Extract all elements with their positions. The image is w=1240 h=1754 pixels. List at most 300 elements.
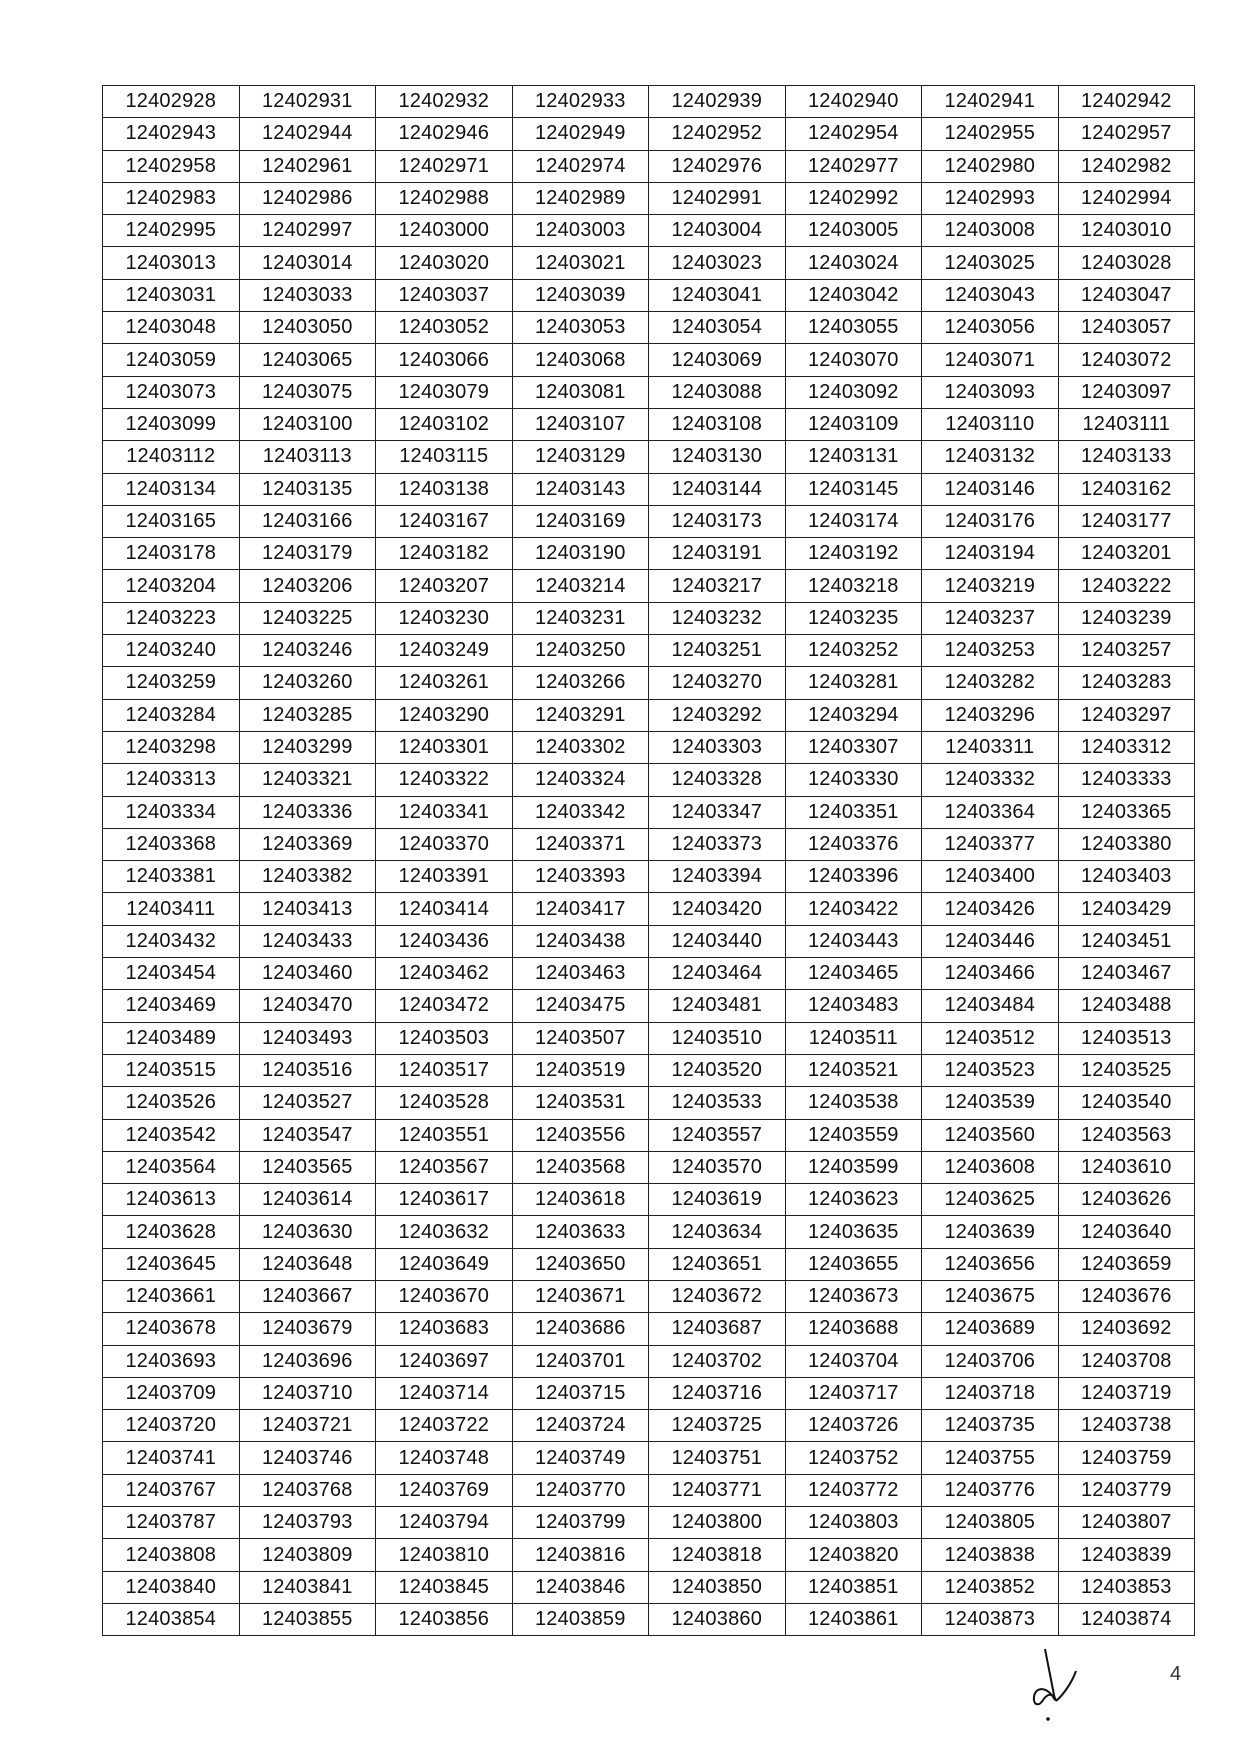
table-cell: 12403251 bbox=[649, 635, 786, 667]
table-cell: 12403526 bbox=[103, 1087, 240, 1119]
table-cell: 12403290 bbox=[376, 699, 513, 731]
table-cell: 12403633 bbox=[512, 1216, 649, 1248]
table-cell: 12402931 bbox=[239, 86, 376, 118]
table-cell: 12403741 bbox=[103, 1442, 240, 1474]
table-cell: 12403167 bbox=[376, 505, 513, 537]
table-cell: 12403697 bbox=[376, 1345, 513, 1377]
table-cell: 12403570 bbox=[649, 1151, 786, 1183]
table-cell: 12403686 bbox=[512, 1313, 649, 1345]
table-cell: 12403547 bbox=[239, 1119, 376, 1151]
table-cell: 12403701 bbox=[512, 1345, 649, 1377]
table-cell: 12403799 bbox=[512, 1507, 649, 1539]
table-row bbox=[103, 764, 1195, 796]
table-cell: 12403066 bbox=[376, 344, 513, 376]
table-cell: 12403640 bbox=[1058, 1216, 1195, 1248]
table-cell: 12403194 bbox=[922, 538, 1059, 570]
table-cell: 12403218 bbox=[785, 570, 922, 602]
table-cell: 12403025 bbox=[922, 247, 1059, 279]
table-row bbox=[103, 828, 1195, 860]
table-cell: 12403260 bbox=[239, 667, 376, 699]
table-cell: 12403803 bbox=[785, 1507, 922, 1539]
table-cell: 12403488 bbox=[1058, 990, 1195, 1022]
table-cell: 12403466 bbox=[922, 958, 1059, 990]
table-row bbox=[103, 602, 1195, 634]
table-cell: 12403721 bbox=[239, 1410, 376, 1442]
table-cell: 12403521 bbox=[785, 1054, 922, 1086]
table-cell: 12402952 bbox=[649, 118, 786, 150]
table-cell: 12403538 bbox=[785, 1087, 922, 1119]
table-cell: 12403635 bbox=[785, 1216, 922, 1248]
table-cell: 12403557 bbox=[649, 1119, 786, 1151]
table-row bbox=[103, 1054, 1195, 1086]
table-cell: 12403759 bbox=[1058, 1442, 1195, 1474]
table-cell: 12403656 bbox=[922, 1248, 1059, 1280]
table-row bbox=[103, 925, 1195, 957]
table-row bbox=[103, 893, 1195, 925]
table-cell: 12403219 bbox=[922, 570, 1059, 602]
table-cell: 12403112 bbox=[103, 441, 240, 473]
table-row bbox=[103, 570, 1195, 602]
table-row bbox=[103, 958, 1195, 990]
table-cell: 12403003 bbox=[512, 215, 649, 247]
table-cell: 12402976 bbox=[649, 150, 786, 182]
table-cell: 12403394 bbox=[649, 861, 786, 893]
table-cell: 12403376 bbox=[785, 828, 922, 860]
table-cell: 12403720 bbox=[103, 1410, 240, 1442]
table-cell: 12402932 bbox=[376, 86, 513, 118]
table-cell: 12403257 bbox=[1058, 635, 1195, 667]
table-cell: 12403738 bbox=[1058, 1410, 1195, 1442]
table-cell: 12403709 bbox=[103, 1377, 240, 1409]
table-row bbox=[103, 699, 1195, 731]
table-cell: 12403626 bbox=[1058, 1184, 1195, 1216]
table-cell: 12402989 bbox=[512, 182, 649, 214]
table-cell: 12403515 bbox=[103, 1054, 240, 1086]
table-cell: 12403250 bbox=[512, 635, 649, 667]
table-cell: 12403099 bbox=[103, 408, 240, 440]
table-cell: 12402946 bbox=[376, 118, 513, 150]
table-cell: 12403772 bbox=[785, 1474, 922, 1506]
table-row bbox=[103, 538, 1195, 570]
table-cell: 12403381 bbox=[103, 861, 240, 893]
table-cell: 12403249 bbox=[376, 635, 513, 667]
table-cell: 12403047 bbox=[1058, 279, 1195, 311]
table-cell: 12403816 bbox=[512, 1539, 649, 1571]
table-cell: 12403052 bbox=[376, 312, 513, 344]
table-cell: 12403075 bbox=[239, 376, 376, 408]
table-cell: 12403028 bbox=[1058, 247, 1195, 279]
table-cell: 12403715 bbox=[512, 1377, 649, 1409]
table-cell: 12403443 bbox=[785, 925, 922, 957]
table-cell: 12403145 bbox=[785, 473, 922, 505]
table-cell: 12403370 bbox=[376, 828, 513, 860]
table-cell: 12403853 bbox=[1058, 1571, 1195, 1603]
table-cell: 12403373 bbox=[649, 828, 786, 860]
table-cell: 12403610 bbox=[1058, 1151, 1195, 1183]
table-cell: 12403503 bbox=[376, 1022, 513, 1054]
table-cell: 12403008 bbox=[922, 215, 1059, 247]
table-cell: 12403115 bbox=[376, 441, 513, 473]
table-cell: 12403024 bbox=[785, 247, 922, 279]
table-cell: 12402982 bbox=[1058, 150, 1195, 182]
table-cell: 12403696 bbox=[239, 1345, 376, 1377]
table-cell: 12403391 bbox=[376, 861, 513, 893]
table-cell: 12402988 bbox=[376, 182, 513, 214]
table-cell: 12403321 bbox=[239, 764, 376, 796]
table-cell: 12403111 bbox=[1058, 408, 1195, 440]
table-cell: 12403702 bbox=[649, 1345, 786, 1377]
table-cell: 12402943 bbox=[103, 118, 240, 150]
table-cell: 12403298 bbox=[103, 731, 240, 763]
table-cell: 12403568 bbox=[512, 1151, 649, 1183]
table-cell: 12403854 bbox=[103, 1603, 240, 1635]
table-cell: 12403270 bbox=[649, 667, 786, 699]
table-cell: 12403676 bbox=[1058, 1280, 1195, 1312]
table-row bbox=[103, 441, 1195, 473]
table-cell: 12403649 bbox=[376, 1248, 513, 1280]
table-cell: 12403688 bbox=[785, 1313, 922, 1345]
table-cell: 12403675 bbox=[922, 1280, 1059, 1312]
table-cell: 12403714 bbox=[376, 1377, 513, 1409]
table-cell: 12403618 bbox=[512, 1184, 649, 1216]
table-cell: 12403525 bbox=[1058, 1054, 1195, 1086]
table-cell: 12403469 bbox=[103, 990, 240, 1022]
table-row bbox=[103, 215, 1195, 247]
table-row bbox=[103, 279, 1195, 311]
table-cell: 12403510 bbox=[649, 1022, 786, 1054]
table-cell: 12403162 bbox=[1058, 473, 1195, 505]
table-row bbox=[103, 1571, 1195, 1603]
table-cell: 12403556 bbox=[512, 1119, 649, 1151]
table-cell: 12403192 bbox=[785, 538, 922, 570]
table-cell: 12403230 bbox=[376, 602, 513, 634]
table-cell: 12403483 bbox=[785, 990, 922, 1022]
table-cell: 12403613 bbox=[103, 1184, 240, 1216]
table-cell: 12403131 bbox=[785, 441, 922, 473]
table-cell: 12403771 bbox=[649, 1474, 786, 1506]
table-cell: 12403767 bbox=[103, 1474, 240, 1506]
table-cell: 12403132 bbox=[922, 441, 1059, 473]
table-cell: 12403097 bbox=[1058, 376, 1195, 408]
table-cell: 12403068 bbox=[512, 344, 649, 376]
table-cell: 12403433 bbox=[239, 925, 376, 957]
roll-number-table bbox=[102, 85, 1195, 1636]
table-cell: 12403324 bbox=[512, 764, 649, 796]
table-cell: 12403283 bbox=[1058, 667, 1195, 699]
table-cell: 12403623 bbox=[785, 1184, 922, 1216]
table-cell: 12403520 bbox=[649, 1054, 786, 1086]
table-cell: 12403873 bbox=[922, 1603, 1059, 1635]
table-row bbox=[103, 1022, 1195, 1054]
table-cell: 12403519 bbox=[512, 1054, 649, 1086]
table-cell: 12403564 bbox=[103, 1151, 240, 1183]
table-cell: 12403845 bbox=[376, 1571, 513, 1603]
table-cell: 12402955 bbox=[922, 118, 1059, 150]
table-cell: 12403134 bbox=[103, 473, 240, 505]
table-cell: 12403417 bbox=[512, 893, 649, 925]
table-cell: 12403037 bbox=[376, 279, 513, 311]
table-cell: 12403059 bbox=[103, 344, 240, 376]
table-row bbox=[103, 1151, 1195, 1183]
table-cell: 12403511 bbox=[785, 1022, 922, 1054]
table-cell: 12403013 bbox=[103, 247, 240, 279]
table-cell: 12402957 bbox=[1058, 118, 1195, 150]
table-cell: 12403755 bbox=[922, 1442, 1059, 1474]
table-cell: 12402933 bbox=[512, 86, 649, 118]
table-cell: 12403341 bbox=[376, 796, 513, 828]
table-cell: 12403182 bbox=[376, 538, 513, 570]
table-cell: 12403173 bbox=[649, 505, 786, 537]
table-cell: 12403328 bbox=[649, 764, 786, 796]
table-cell: 12403718 bbox=[922, 1377, 1059, 1409]
table-row bbox=[103, 1603, 1195, 1635]
table-row bbox=[103, 1442, 1195, 1474]
table-cell: 12403380 bbox=[1058, 828, 1195, 860]
table-row bbox=[103, 473, 1195, 505]
table-cell: 12403093 bbox=[922, 376, 1059, 408]
table-cell: 12403655 bbox=[785, 1248, 922, 1280]
table-cell: 12403463 bbox=[512, 958, 649, 990]
table-cell: 12403330 bbox=[785, 764, 922, 796]
table-cell: 12403146 bbox=[922, 473, 1059, 505]
table-cell: 12403020 bbox=[376, 247, 513, 279]
table-cell: 12403403 bbox=[1058, 861, 1195, 893]
table-row bbox=[103, 796, 1195, 828]
table-cell: 12403253 bbox=[922, 635, 1059, 667]
table-row bbox=[103, 1184, 1195, 1216]
table-cell: 12402993 bbox=[922, 182, 1059, 214]
table-cell: 12403107 bbox=[512, 408, 649, 440]
table-cell: 12403614 bbox=[239, 1184, 376, 1216]
table-row bbox=[103, 861, 1195, 893]
table-cell: 12403749 bbox=[512, 1442, 649, 1474]
table-cell: 12403860 bbox=[649, 1603, 786, 1635]
table-cell: 12403628 bbox=[103, 1216, 240, 1248]
table-cell: 12403201 bbox=[1058, 538, 1195, 570]
table-cell: 12403748 bbox=[376, 1442, 513, 1474]
table-cell: 12403281 bbox=[785, 667, 922, 699]
table-cell: 12403460 bbox=[239, 958, 376, 990]
table-cell: 12403169 bbox=[512, 505, 649, 537]
table-cell: 12403231 bbox=[512, 602, 649, 634]
table-cell: 12403851 bbox=[785, 1571, 922, 1603]
table-row bbox=[103, 1087, 1195, 1119]
table-cell: 12403042 bbox=[785, 279, 922, 311]
table-cell: 12403693 bbox=[103, 1345, 240, 1377]
table-cell: 12403650 bbox=[512, 1248, 649, 1280]
table-cell: 12403639 bbox=[922, 1216, 1059, 1248]
table-cell: 12403719 bbox=[1058, 1377, 1195, 1409]
table-cell: 12403069 bbox=[649, 344, 786, 376]
table-cell: 12403472 bbox=[376, 990, 513, 1022]
table-cell: 12403770 bbox=[512, 1474, 649, 1506]
table-cell: 12403438 bbox=[512, 925, 649, 957]
table-cell: 12403143 bbox=[512, 473, 649, 505]
table-cell: 12403237 bbox=[922, 602, 1059, 634]
table-cell: 12403005 bbox=[785, 215, 922, 247]
table-cell: 12403861 bbox=[785, 1603, 922, 1635]
table-row bbox=[103, 312, 1195, 344]
table-cell: 12403531 bbox=[512, 1087, 649, 1119]
table-cell: 12403336 bbox=[239, 796, 376, 828]
table-cell: 12403735 bbox=[922, 1410, 1059, 1442]
table-cell: 12403429 bbox=[1058, 893, 1195, 925]
table-cell: 12403204 bbox=[103, 570, 240, 602]
table-cell: 12403725 bbox=[649, 1410, 786, 1442]
table-cell: 12403528 bbox=[376, 1087, 513, 1119]
table-cell: 12403092 bbox=[785, 376, 922, 408]
table-cell: 12403726 bbox=[785, 1410, 922, 1442]
table-cell: 12403670 bbox=[376, 1280, 513, 1312]
table-row bbox=[103, 182, 1195, 214]
table-cell: 12403313 bbox=[103, 764, 240, 796]
table-cell: 12403055 bbox=[785, 312, 922, 344]
table-row bbox=[103, 635, 1195, 667]
table-cell: 12403285 bbox=[239, 699, 376, 731]
table-cell: 12403810 bbox=[376, 1539, 513, 1571]
table-cell: 12403769 bbox=[376, 1474, 513, 1506]
table-cell: 12403516 bbox=[239, 1054, 376, 1086]
table-cell: 12403004 bbox=[649, 215, 786, 247]
table-cell: 12403794 bbox=[376, 1507, 513, 1539]
table-cell: 12403841 bbox=[239, 1571, 376, 1603]
table-cell: 12403065 bbox=[239, 344, 376, 376]
table-cell: 12402941 bbox=[922, 86, 1059, 118]
table-cell: 12403365 bbox=[1058, 796, 1195, 828]
table-row bbox=[103, 1410, 1195, 1442]
table-cell: 12402944 bbox=[239, 118, 376, 150]
table-row bbox=[103, 505, 1195, 537]
table-cell: 12402977 bbox=[785, 150, 922, 182]
table-cell: 12402983 bbox=[103, 182, 240, 214]
table-cell: 12403724 bbox=[512, 1410, 649, 1442]
table-cell: 12403422 bbox=[785, 893, 922, 925]
table-cell: 12403751 bbox=[649, 1442, 786, 1474]
table-cell: 12403451 bbox=[1058, 925, 1195, 957]
table-cell: 12403704 bbox=[785, 1345, 922, 1377]
table-cell: 12403334 bbox=[103, 796, 240, 828]
table-cell: 12403856 bbox=[376, 1603, 513, 1635]
table-cell: 12403671 bbox=[512, 1280, 649, 1312]
table-cell: 12403746 bbox=[239, 1442, 376, 1474]
table-cell: 12403138 bbox=[376, 473, 513, 505]
table-cell: 12403223 bbox=[103, 602, 240, 634]
table-cell: 12403190 bbox=[512, 538, 649, 570]
table-cell: 12403206 bbox=[239, 570, 376, 602]
table-cell: 12403377 bbox=[922, 828, 1059, 860]
table-cell: 12402974 bbox=[512, 150, 649, 182]
table-cell: 12403645 bbox=[103, 1248, 240, 1280]
table-cell: 12403708 bbox=[1058, 1345, 1195, 1377]
table-cell: 12403050 bbox=[239, 312, 376, 344]
table-cell: 12403292 bbox=[649, 699, 786, 731]
table-cell: 12403299 bbox=[239, 731, 376, 763]
table-cell: 12403177 bbox=[1058, 505, 1195, 537]
table-cell: 12403041 bbox=[649, 279, 786, 311]
table-cell: 12403144 bbox=[649, 473, 786, 505]
table-cell: 12403135 bbox=[239, 473, 376, 505]
table-cell: 12403054 bbox=[649, 312, 786, 344]
table-cell: 12402971 bbox=[376, 150, 513, 182]
signature bbox=[1025, 1645, 1085, 1730]
table-cell: 12403130 bbox=[649, 441, 786, 473]
table-cell: 12403400 bbox=[922, 861, 1059, 893]
table-cell: 12402986 bbox=[239, 182, 376, 214]
table-cell: 12403165 bbox=[103, 505, 240, 537]
table-cell: 12403820 bbox=[785, 1539, 922, 1571]
table-cell: 12403048 bbox=[103, 312, 240, 344]
table-cell: 12403291 bbox=[512, 699, 649, 731]
table-row bbox=[103, 150, 1195, 182]
table-cell: 12403351 bbox=[785, 796, 922, 828]
table-cell: 12403413 bbox=[239, 893, 376, 925]
table-cell: 12403261 bbox=[376, 667, 513, 699]
table-cell: 12403659 bbox=[1058, 1248, 1195, 1280]
table-cell: 12403342 bbox=[512, 796, 649, 828]
table-cell: 12403312 bbox=[1058, 731, 1195, 763]
table-cell: 12403302 bbox=[512, 731, 649, 763]
table-cell: 12403039 bbox=[512, 279, 649, 311]
table-cell: 12402949 bbox=[512, 118, 649, 150]
table-cell: 12403793 bbox=[239, 1507, 376, 1539]
table-cell: 12403559 bbox=[785, 1119, 922, 1151]
table-cell: 12403809 bbox=[239, 1539, 376, 1571]
table-cell: 12403517 bbox=[376, 1054, 513, 1086]
table-cell: 12403166 bbox=[239, 505, 376, 537]
table-cell: 12403683 bbox=[376, 1313, 513, 1345]
table-cell: 12403630 bbox=[239, 1216, 376, 1248]
table-cell: 12403470 bbox=[239, 990, 376, 1022]
table-cell: 12402939 bbox=[649, 86, 786, 118]
table-cell: 12402961 bbox=[239, 150, 376, 182]
table-cell: 12403070 bbox=[785, 344, 922, 376]
table-cell: 12403100 bbox=[239, 408, 376, 440]
table-cell: 12403174 bbox=[785, 505, 922, 537]
table-cell: 12403465 bbox=[785, 958, 922, 990]
table-row bbox=[103, 118, 1195, 150]
table-row bbox=[103, 1507, 1195, 1539]
table-cell: 12403481 bbox=[649, 990, 786, 1022]
table-cell: 12403533 bbox=[649, 1087, 786, 1119]
table-cell: 12403678 bbox=[103, 1313, 240, 1345]
table-cell: 12403667 bbox=[239, 1280, 376, 1312]
table-cell: 12403752 bbox=[785, 1442, 922, 1474]
table-cell: 12403332 bbox=[922, 764, 1059, 796]
table-cell: 12403232 bbox=[649, 602, 786, 634]
table-cell: 12403057 bbox=[1058, 312, 1195, 344]
table-cell: 12403191 bbox=[649, 538, 786, 570]
table-cell: 12403855 bbox=[239, 1603, 376, 1635]
table-cell: 12403507 bbox=[512, 1022, 649, 1054]
table-cell: 12402997 bbox=[239, 215, 376, 247]
table-cell: 12403779 bbox=[1058, 1474, 1195, 1506]
table-cell: 12403113 bbox=[239, 441, 376, 473]
table-cell: 12403464 bbox=[649, 958, 786, 990]
table-cell: 12402942 bbox=[1058, 86, 1195, 118]
table-row bbox=[103, 376, 1195, 408]
table-cell: 12403692 bbox=[1058, 1313, 1195, 1345]
table-cell: 12403411 bbox=[103, 893, 240, 925]
table-cell: 12403484 bbox=[922, 990, 1059, 1022]
table-row bbox=[103, 1345, 1195, 1377]
table-cell: 12403689 bbox=[922, 1313, 1059, 1345]
table-cell: 12403056 bbox=[922, 312, 1059, 344]
table-cell: 12403222 bbox=[1058, 570, 1195, 602]
table-cell: 12403475 bbox=[512, 990, 649, 1022]
table-cell: 12403565 bbox=[239, 1151, 376, 1183]
table-row bbox=[103, 731, 1195, 763]
table-cell: 12403371 bbox=[512, 828, 649, 860]
